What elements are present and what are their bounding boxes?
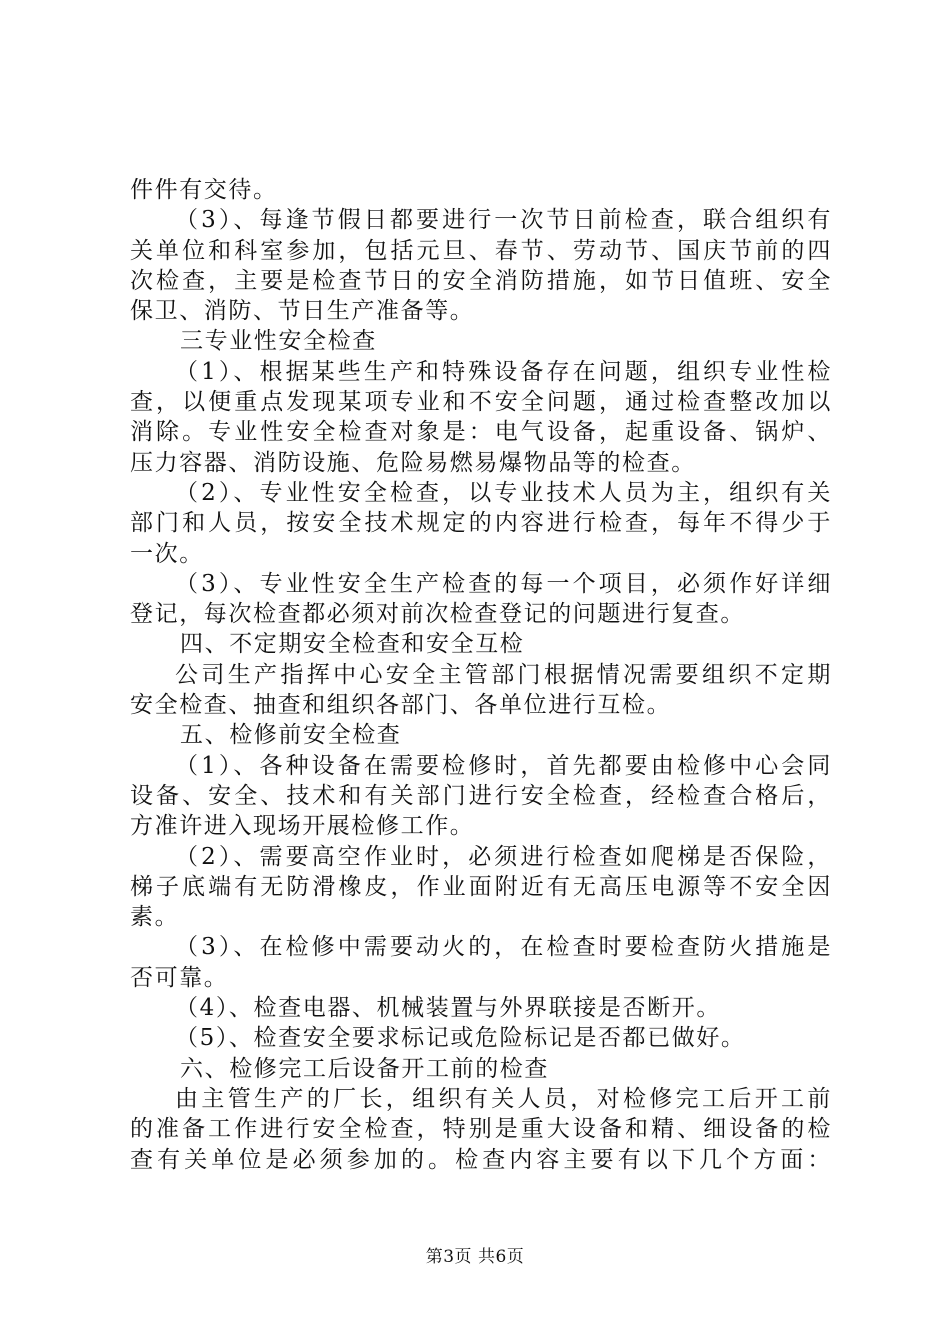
- text-line: 部门和人员，按安全技术规定的内容进行检查，每年不得少于: [130, 510, 832, 537]
- text-line: 安全检查、抽查和组织各部门、各单位进行互检。: [130, 692, 672, 719]
- text-line: 登记，每次检查都必须对前次检查登记的问题进行复查。: [130, 601, 745, 628]
- text-line: （2）、专业性安全检查，以专业技术人员为主，组织有关: [175, 479, 832, 506]
- text-line: 方准许进入现场开展检修工作。: [130, 813, 475, 840]
- text-line: 由主管生产的厂长，组织有关人员，对检修完工后开工前: [175, 1085, 832, 1112]
- text-line: 梯子底端有无防滑橡皮，作业面附近有无高压电源等不安全因: [130, 873, 832, 900]
- text-line: （2）、需要高空作业时，必须进行检查如爬梯是否保险，: [175, 843, 832, 870]
- text-line: （1）、各种设备在需要检修时，首先都要由检修中心会同: [175, 752, 832, 779]
- text-line: 的准备工作进行安全检查，特别是重大设备和精、细设备的检: [130, 1116, 832, 1143]
- text-line: 一次。: [130, 540, 204, 567]
- text-line: 保卫、消防、节日生产准备等。: [130, 298, 475, 325]
- text-line: 查，以便重点发现某项专业和不安全问题，通过检查整改加以: [130, 389, 832, 416]
- text-line: 公司生产指挥中心安全主管部门根据情况需要组织不定期: [175, 661, 832, 688]
- text-line: （1）、根据某些生产和特殊设备存在问题，组织专业性检: [175, 358, 832, 385]
- text-line: 次检查，主要是检查节日的安全消防措施，如节日值班、安全: [130, 267, 832, 294]
- text-line: （3）、专业性安全生产检查的每一个项目，必须作好详细: [175, 570, 832, 597]
- document-body: [130, 175, 832, 1175]
- text-line: 素。: [130, 904, 180, 931]
- section-heading: 三专业性安全检查: [180, 328, 377, 355]
- page-number-footer: 第3页 共6页: [425, 1247, 525, 1267]
- text-line: 压力容器、消防设施、危险易燃易爆物品等的检查。: [130, 449, 696, 476]
- text-line: 件件有交待。: [130, 177, 278, 203]
- section-heading: 四、不定期安全检查和安全互检: [180, 631, 525, 658]
- text-line: 设备、安全、技术和有关部门进行安全检查，经检查合格后，: [130, 782, 832, 809]
- text-line: （3）、每逢节假日都要进行一次节日前检查，联合组织有: [175, 207, 832, 234]
- text-line: （4）、检查电器、机械装置与外界联接是否断开。: [175, 995, 721, 1022]
- section-heading: 六、检修完工后设备开工前的检查: [180, 1055, 549, 1082]
- text-line: （3）、在检修中需要动火的，在检查时要检查防火措施是: [175, 934, 832, 961]
- text-line: （5）、检查安全要求标记或危险标记是否都已做好。: [175, 1025, 746, 1052]
- text-line: 关单位和科室参加，包括元旦、春节、劳动节、国庆节前的四: [130, 237, 832, 264]
- text-line: 查有关单位是必须参加的。检查内容主要有以下几个方面：: [130, 1146, 832, 1173]
- text-line: 消除。专业性安全检查对象是：电气设备，起重设备、锅炉、: [130, 419, 832, 446]
- section-heading: 五、检修前安全检查: [180, 722, 402, 749]
- text-line: 否可靠。: [130, 964, 229, 991]
